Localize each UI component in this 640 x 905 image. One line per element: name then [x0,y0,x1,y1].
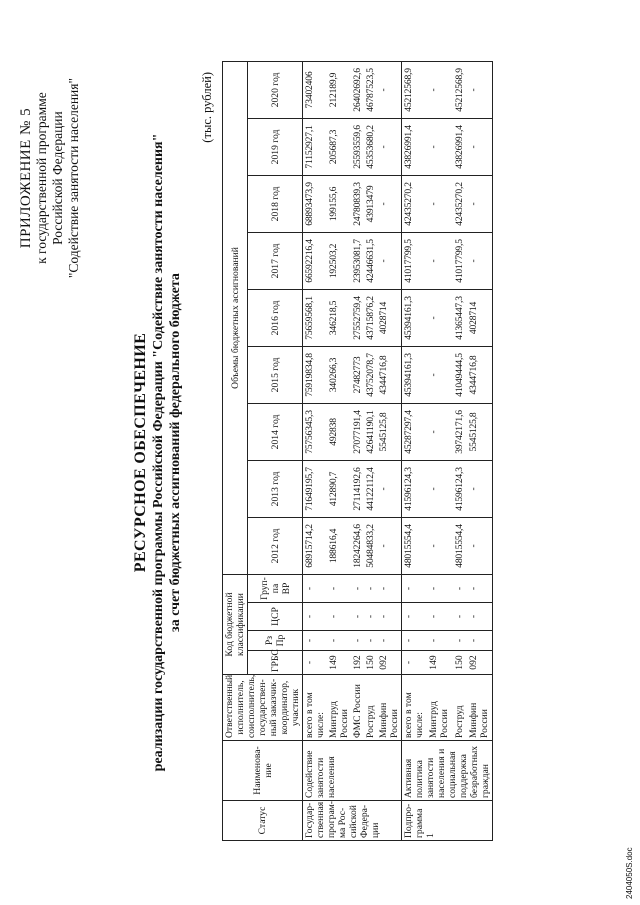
cell-status: Государ-ственная програм-ма Рос-сийской Федера-ции [303,801,402,841]
cell-value: 27077191,4 [351,403,364,460]
cell-executor: ФМС России [351,675,364,741]
cell-executor: Роструд [364,675,377,741]
cell-value: - [427,61,452,118]
cell-value: - [427,403,452,460]
cell-value: 41596124,3 [402,460,428,517]
cell-value: - [377,517,402,574]
cell-vr: - [364,574,377,602]
cell-csr: - [453,603,467,631]
cell-rzpr: - [377,631,402,651]
cell-value: - [377,118,402,175]
cell-rzpr: - [303,631,328,651]
cell-csr: - [467,603,493,631]
cell-value: 75919834,8 [303,346,328,403]
header-year: 2014 год [248,403,303,460]
cell-value: 212189,9 [327,61,351,118]
cell-rzpr: - [364,631,377,651]
cell-value: 24780839,3 [351,175,364,232]
cell-value: - [427,118,452,175]
cell-value: 66592216,4 [303,232,328,289]
title-line-3: за счет бюджетных ассигнований федерального бюджета [168,273,183,632]
cell-value: 39742171,6 [453,403,467,460]
table-row [351,61,364,840]
cell-grbs: - [303,651,328,675]
cell-value: - [427,289,452,346]
cell-value: 4028714 [467,289,493,346]
cell-value: 199155,6 [327,175,351,232]
cell-value: 4344716,8 [377,346,402,403]
cell-grbs: 192 [351,651,364,675]
title-main: РЕСУРСНОЕ ОБЕСПЕЧЕНИЕ [132,332,149,573]
cell-csr: - [427,603,452,631]
table-row [467,61,493,840]
appendix-number: ПРИЛОЖЕНИЕ № 5 [18,107,34,249]
cell-csr: - [377,603,402,631]
header-rzpr: Рз Пр [248,631,303,651]
header-year: 2013 год [248,460,303,517]
header-year: 2012 год [248,517,303,574]
appendix-header [18,78,82,278]
header-year: 2020 год [248,61,303,118]
appendix-line-2: Российской Федерации [50,111,65,245]
cell-value: 42435270,2 [453,175,467,232]
header-code-group: Код бюджетной классификации [223,574,248,674]
header-year: 2015 год [248,346,303,403]
cell-name: Активная политика занятости населения и социальная поддержка безработных граждан [402,741,493,801]
cell-csr: - [303,603,328,631]
cell-value: - [377,460,402,517]
table-row [364,61,377,840]
cell-value: 44122112,4 [364,460,377,517]
cell-value: - [467,61,493,118]
cell-value: 27552759,4 [351,289,364,346]
cell-vr: - [467,574,493,602]
cell-executor: всего в том числе: [402,675,428,741]
cell-value: 5545125,8 [467,403,493,460]
cell-value: 68893473,9 [303,175,328,232]
cell-value: - [427,460,452,517]
cell-vr: - [303,574,328,602]
cell-vr: - [351,574,364,602]
table-row [303,61,328,840]
cell-value: 41596124,3 [453,460,467,517]
cell-value: 75756345,3 [303,403,328,460]
table-row [327,61,351,840]
header-year: 2019 год [248,118,303,175]
cell-value: 45212568,9 [402,61,428,118]
table-row [427,61,452,840]
cell-value: 18242264,6 [351,517,364,574]
header-year: 2017 год [248,232,303,289]
cell-rzpr: - [402,631,428,651]
cell-value: 23953081,7 [351,232,364,289]
title-line-2: реализации государственной программы Российской Федерации "Содействие занятости населения" [151,133,166,772]
cell-value: 43826991,4 [453,118,467,175]
cell-value: 340266,3 [327,346,351,403]
cell-vr: - [377,574,402,602]
header-grbs: ГРБС [248,651,303,675]
cell-grbs: 092 [467,651,493,675]
cell-value: 5545125,8 [377,403,402,460]
cell-value: 205687,3 [327,118,351,175]
cell-value: 4028714 [377,289,402,346]
header-vr: Груп-па ВР [248,574,303,602]
cell-value: 45212568,9 [453,61,467,118]
header-status: Статус [223,801,303,841]
cell-value: 188616,4 [327,517,351,574]
cell-rzpr: - [427,631,452,651]
cell-name: Содействие занятости населения [303,741,402,801]
header-volumes: Объемы бюджетных ассигнований [223,61,248,574]
cell-value: 27482773 [351,346,364,403]
cell-rzpr: - [467,631,493,651]
cell-executor: Минтруд России [427,675,452,741]
cell-value: 42435270,2 [402,175,428,232]
header-csr: ЦСР [248,603,303,631]
cell-value: 41017799,5 [402,232,428,289]
cell-value: 68915714,2 [303,517,328,574]
cell-status: Подпро-грамма 1 [402,801,493,841]
appendix-line-3: "Содействие занятости населения" [66,78,81,279]
cell-grbs: 092 [377,651,402,675]
cell-value: 50484833,2 [364,517,377,574]
header-year: 2018 год [248,175,303,232]
cell-value: - [427,232,452,289]
cell-rzpr: - [453,631,467,651]
table-row [453,61,467,840]
cell-executor: всего в том числе: [303,675,328,741]
cell-value: 48015554,4 [453,517,467,574]
cell-value: 43826991,4 [402,118,428,175]
cell-grbs: 149 [327,651,351,675]
cell-value: - [467,517,493,574]
cell-value: 192503,2 [327,232,351,289]
cell-value: 412890,7 [327,460,351,517]
cell-value: 43752078,7 [364,346,377,403]
cell-value: - [467,175,493,232]
resource-table [222,61,493,841]
cell-vr: - [427,574,452,602]
cell-vr: - [402,574,428,602]
cell-value: - [467,460,493,517]
cell-executor: Минфин России [377,675,402,741]
cell-value: 45353680,2 [364,118,377,175]
cell-value: 71152927,1 [303,118,328,175]
cell-value: - [377,61,402,118]
cell-executor: Роструд [453,675,467,741]
cell-csr: - [402,603,428,631]
cell-executor: Минтруд России [327,675,351,741]
cell-value: 43913479 [364,175,377,232]
cell-value: 73402406 [303,61,328,118]
cell-csr: - [364,603,377,631]
cell-value: 25593559,6 [351,118,364,175]
cell-value: 46787523,5 [364,61,377,118]
cell-rzpr: - [351,631,364,651]
document-title [132,0,184,905]
cell-csr: - [351,603,364,631]
cell-value: 75659568,1 [303,289,328,346]
cell-value: - [427,175,452,232]
cell-value: - [467,118,493,175]
cell-value: 346218,5 [327,289,351,346]
cell-value: 27114192,6 [351,460,364,517]
cell-grbs: 150 [453,651,467,675]
cell-value: 4344716,8 [467,346,493,403]
cell-grbs: 150 [364,651,377,675]
cell-value: 71649195,7 [303,460,328,517]
cell-value: 45287297,4 [402,403,428,460]
cell-csr: - [327,603,351,631]
cell-value: 41017799,5 [453,232,467,289]
cell-vr: - [453,574,467,602]
cell-value: 45394161,3 [402,346,428,403]
cell-value: - [467,232,493,289]
cell-value: 42446631,5 [364,232,377,289]
cell-value: - [427,346,452,403]
file-name: 2404050S.doc [625,847,634,899]
header-name: Наименова-ние [223,741,303,801]
cell-value: 43715876,2 [364,289,377,346]
cell-rzpr: - [327,631,351,651]
cell-grbs: - [402,651,428,675]
cell-value: 42641190,1 [364,403,377,460]
cell-value: - [377,175,402,232]
cell-value: 41365447,3 [453,289,467,346]
cell-value: - [377,232,402,289]
cell-vr: - [327,574,351,602]
cell-value: 48015554,4 [402,517,428,574]
appendix-line-1: к государственной программе [34,92,49,264]
cell-value: 41049444,5 [453,346,467,403]
table-row [402,61,428,840]
header-executor: Ответственный исполнитель, соисполнитель, государствен-ный заказчик-координатор, участник [223,675,303,741]
cell-value: 45394161,3 [402,289,428,346]
header-year: 2016 год [248,289,303,346]
units-label: (тыс. рублей) [200,72,214,143]
cell-value: 26402692,6 [351,61,364,118]
cell-grbs: 149 [427,651,452,675]
cell-value: - [427,517,452,574]
cell-value: 492838 [327,403,351,460]
table-row [377,61,402,840]
cell-executor: Минфин России [467,675,493,741]
